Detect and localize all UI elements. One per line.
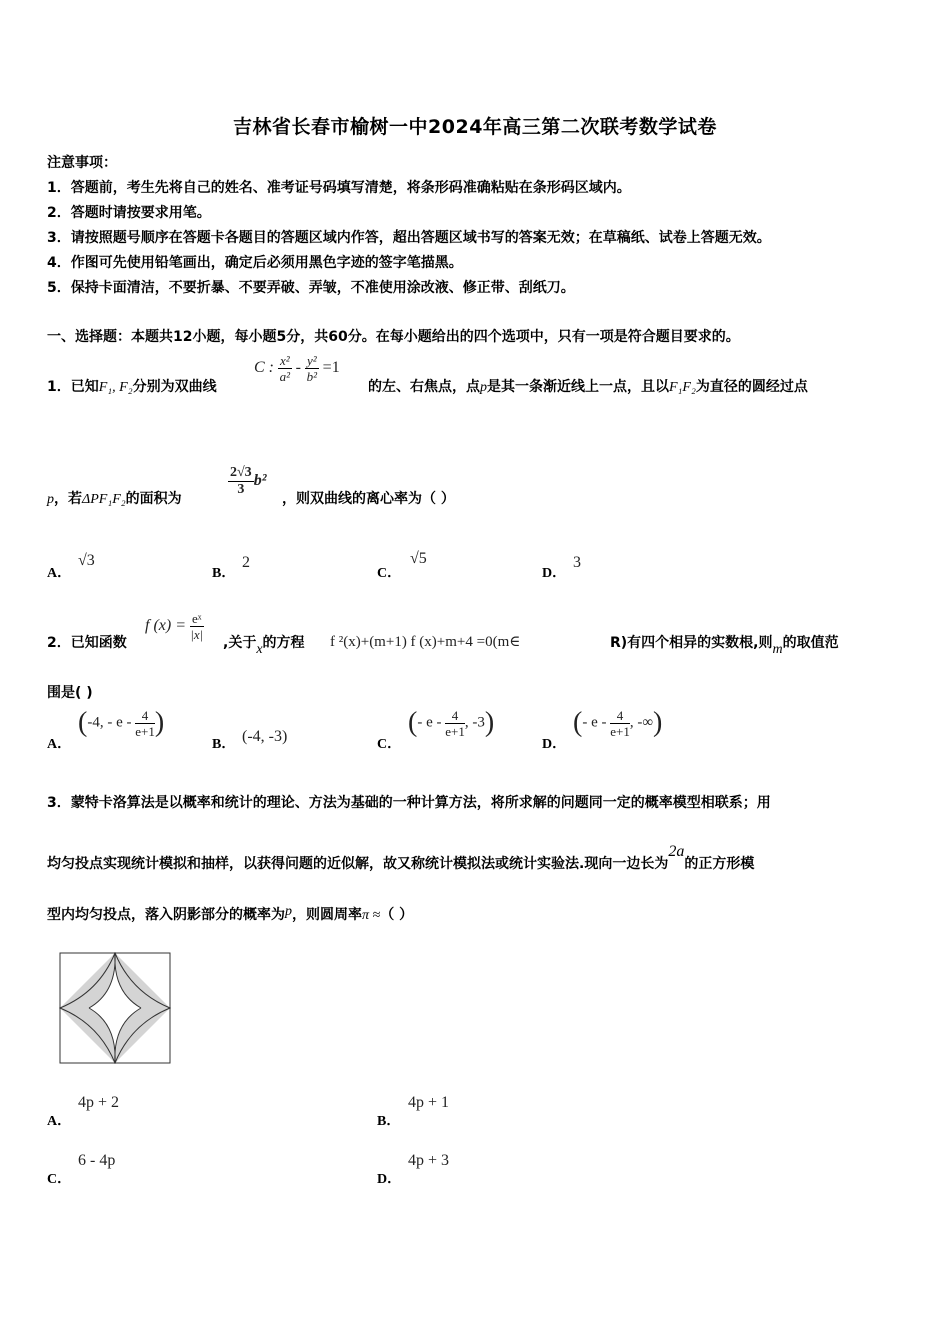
q1-foci: F₁, F₂ (98, 380, 133, 395)
question-1-line1 (47, 376, 217, 396)
q1-triangle: ΔPF₁F₂ (82, 492, 126, 507)
q3-text: 均匀投点实现统计模拟和抽样，以获得问题的近似解，故又称统计模拟法或统计实验法.现向一边长为 (47, 856, 669, 872)
square-shaded-figure (59, 952, 171, 1064)
q3-option-a-label[interactable]: A． (47, 1114, 72, 1129)
q1-frac-num: y² (307, 353, 317, 368)
q1-option-c-label[interactable]: C． (377, 566, 402, 581)
q1-option-a-label[interactable]: A． (47, 566, 72, 581)
q1-text: ，若 (54, 491, 82, 507)
q1-frac-den: b² (306, 369, 318, 384)
q2-frac (190, 612, 204, 641)
q1-segment: F₁F₂ (669, 380, 696, 395)
q1-frac-den: a² (279, 369, 291, 384)
q3-option-c-label[interactable]: C． (47, 1172, 72, 1187)
q1-option-b-value: 2 (242, 554, 250, 571)
q2-option-a-label[interactable]: A． (47, 737, 72, 752)
q2-option-c-label[interactable]: C． (377, 737, 402, 752)
q2-frac-den: e+1 (135, 723, 155, 739)
q3-option-a-value: 4p + 2 (78, 1094, 120, 1111)
question-2-line2: 围是( ) (47, 685, 93, 701)
q1-frac-y (305, 354, 319, 383)
notice-heading: 注意事项： (47, 155, 117, 171)
q2-function-def (145, 612, 204, 641)
q1-area-b: b² (253, 472, 267, 490)
q1-option-b-label[interactable]: B． (212, 566, 236, 581)
question-3-line2 (47, 843, 755, 873)
section-heading: 一、选择题：本题共12小题，每小题5分，共60分。在每小题给出的四个选项中，只有一项是符合题目要求的。 (47, 329, 740, 345)
q1-option-c-value: √5 (410, 550, 427, 567)
q2-d-frac (610, 709, 630, 738)
q2-frac-den: e+1 (445, 723, 465, 739)
q2-option-c-value (408, 707, 494, 739)
q1-text: 的左、右焦点，点 (368, 379, 480, 395)
q2-bracket: ( (408, 707, 418, 738)
notice-item: 1．答题前，考生先将自己的姓名、准考证号码填写清楚，将条形码准确粘贴在条形码区域内。 (47, 180, 631, 196)
q3-text: ，则圆周率 (292, 907, 362, 923)
q2-bracket: ( (78, 707, 88, 738)
q2-d-tail: , -∞ (629, 714, 654, 731)
q2-c-frac (445, 709, 465, 738)
q2-option-d-label[interactable]: D． (542, 737, 567, 752)
q1-text: 的面积为 (125, 491, 182, 507)
q2-text: R)有四个相异的实数根,则 (610, 635, 773, 651)
question-2-line1: 2．已知函数 (47, 635, 127, 651)
q2-frac-num: 4 (445, 709, 465, 724)
notice-item: 2．答题时请按要求用笔。 (47, 205, 211, 221)
q2-frac-den: e+1 (610, 723, 630, 739)
q2-bracket: ) (653, 707, 663, 738)
q1-minus: - (295, 359, 301, 377)
q2-text: ,关于 (223, 635, 257, 651)
q2-c-tail: , -3 (464, 714, 485, 731)
q2-frac-num: 4 (135, 709, 155, 724)
q1-text: 分别为双曲线 (132, 379, 217, 395)
q3-option-d-value: 4p + 3 (408, 1152, 450, 1169)
q3-option-b-value: 4p + 1 (408, 1094, 450, 1111)
q1-area-den: 3 (237, 482, 245, 497)
q3-option-b-label[interactable]: B． (377, 1114, 401, 1129)
q2-fx: f (x) = (145, 617, 186, 635)
q1-frac-num: x² (280, 353, 290, 368)
q1-option-d-label[interactable]: D． (542, 566, 567, 581)
q2-d-expr: - e - (582, 714, 607, 731)
q2-option-b-label[interactable]: B． (212, 737, 236, 752)
q2-bracket: ) (154, 707, 165, 738)
q2-equation: f ²(x)+(m+1) f (x)+m+4 =0(m∈ (330, 634, 521, 650)
q2-option-a-value (78, 707, 164, 739)
q2-bracket: ) (484, 707, 495, 738)
question-3-line1: 3．蒙特卡洛算法是以概率和统计的理论、方法为基础的一种计算方法，将所求解的问题同一定的概率模型相联系；用 (47, 795, 771, 811)
q2-var-x: x (256, 642, 263, 657)
q1-text: 为直径的圆经过点 (695, 379, 808, 395)
q2-frac-den: |x| (190, 627, 204, 642)
question-1-line1b (368, 376, 808, 396)
notice-item: 3．请按照题号顺序在答题卡各题目的答题区域内作答，超出答题区域书写的答案无效；在草稿纸、试卷上答题无效。 (47, 230, 771, 246)
q2-var-m: m (772, 642, 783, 657)
q1-equals-one: =1 (322, 359, 340, 377)
question-3-line3 (47, 904, 413, 924)
q1-option-d-value: 3 (573, 554, 581, 571)
q2-line1-mid (223, 632, 305, 657)
q1-curve-name: C : (254, 359, 274, 377)
q1-point-p: p (480, 380, 487, 395)
q1-area-num: 2√3 (230, 465, 252, 480)
q2-text: 的取值范 (782, 635, 839, 651)
q2-a-expr: -4, - e - (87, 714, 132, 731)
q2-a-frac (135, 709, 155, 738)
q1-frac-x (278, 354, 292, 383)
q3-option-d-label[interactable]: D． (377, 1172, 402, 1187)
q1-area-frac (228, 466, 254, 497)
q1-line2-tail: ，则双曲线的离心率为（ ） (282, 491, 455, 507)
q2-option-d-value (573, 707, 662, 739)
q1-hyperbola-equation (254, 354, 340, 383)
q2-line1-tail (610, 632, 839, 657)
q2-c-expr: - e - (417, 714, 442, 731)
question-1-line2 (47, 488, 182, 508)
q1-text: 是其一条渐近线上一点，且以 (487, 379, 669, 395)
q2-frac-num: 4 (610, 709, 630, 724)
q2-option-b-value: (-4, -3) (242, 728, 288, 745)
q3-text: （ ） (380, 907, 414, 923)
q1-point-p: p (47, 492, 54, 507)
notice-item: 4．作图可先使用铅笔画出，确定后必须用黑色字迹的签字笔描黑。 (47, 255, 463, 271)
q1-text: 1．已知 (47, 379, 99, 395)
q2-text: 的方程 (262, 635, 305, 651)
q2-bracket: ( (573, 707, 583, 738)
q1-option-a-value: √3 (78, 552, 95, 569)
q3-side-length: 2a (668, 843, 685, 860)
page-title: 吉林省长春市榆树一中2024年高三第二次联考数学试卷 (233, 116, 717, 138)
q3-text: 型内均匀投点，落入阴影部分的概率为 (47, 907, 285, 923)
q3-prob-p: p (285, 904, 292, 919)
q2-frac-num: eˣ (192, 611, 202, 626)
q3-text: 的正方形模 (684, 856, 755, 872)
notice-item: 5．保持卡面清洁，不要折暴、不要弄破、弄皱，不准使用涂改液、修正带、刮纸刀。 (47, 280, 575, 296)
q3-pi: π ≈ (362, 908, 381, 923)
q3-option-c-value: 6 - 4p (78, 1152, 116, 1169)
q1-area-expression (228, 466, 266, 497)
